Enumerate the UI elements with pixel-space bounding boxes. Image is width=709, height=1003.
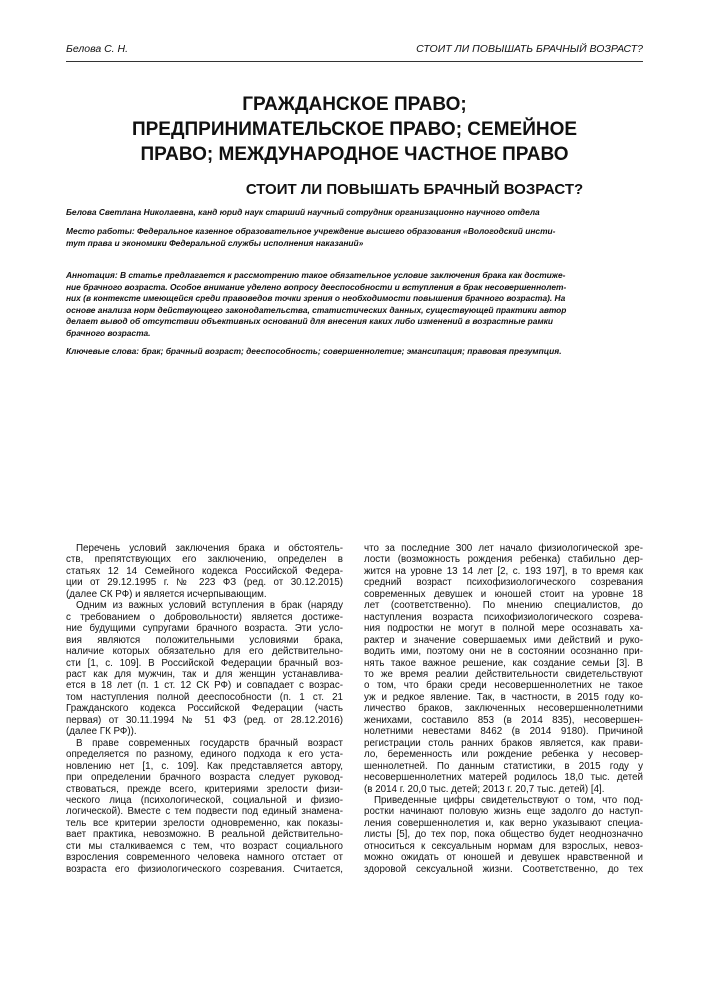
text-line: нять такое важное решение, как создание семьи [3]. В xyxy=(364,657,643,669)
text-line: нолетними невестами 8462 (в 2014 9180). Причиной xyxy=(364,726,643,738)
text-line: средний возраст психофизиологического созревания xyxy=(364,577,643,589)
text-line: наличие которых обязательно для его действительно- xyxy=(66,646,343,658)
text-line: ется в 18 лет (п. 1 ст. 12 СК РФ) и совпадает с возрас- xyxy=(66,680,343,692)
text-line: ления совершеннолетия и, как верно указывают специа- xyxy=(364,817,643,829)
running-header xyxy=(66,43,643,59)
text-line: несовершеннолетних матерей родилось 18,0 тыс. детей xyxy=(364,772,643,784)
workplace-line: Место работы: Федеральное казенное образовательное учреждение высшего образования «Вологодский инсти- xyxy=(66,226,556,236)
text-line: ло, беременность или рождение ребенка у несовер- xyxy=(364,749,643,761)
workplace-line: тут права и экономики Федеральной службы исполнения наказаний» xyxy=(66,237,364,248)
text-line: уж и редкое явление. Так, в частности, в 2015 году ко- xyxy=(364,691,643,703)
text-line: раст как для мужчин, так и для женщин устанавлива- xyxy=(66,668,343,680)
keywords: Ключевые слова: брак; брачный возраст; дееспособность; совершеннолетие; эмансипация; правовая презумпция. xyxy=(66,346,562,356)
text-line: (далее СК РФ) и является исчерпывающим. xyxy=(66,588,267,600)
section-title-line: ПРЕДПРИНИМАТЕЛЬСКОЕ ПРАВО; СЕМЕЙНОЕ xyxy=(131,119,578,140)
text-line: Приведенные цифры свидетельствуют о том, что под- xyxy=(374,794,643,806)
text-line: ческого лица (психологической, социальной и физио- xyxy=(66,794,343,806)
text-line: то же время реалии действительности свидетельствуют xyxy=(364,668,643,680)
text-line: В праве современных государств брачный возраст xyxy=(76,737,343,749)
header-running-title: СТОИТ ЛИ ПОВЫШАТЬ БРАЧНЫЙ ВОЗРАСТ? xyxy=(416,43,643,55)
text-line: жится на уровне 13 14 лет [2, с. 193 197], в то время как xyxy=(364,565,643,577)
text-line: вает практика, невозможно. В реальной действительно- xyxy=(66,829,343,841)
abstract xyxy=(66,270,643,339)
text-line: ствоваться, прежде всего, критериями зрелости физи- xyxy=(66,783,343,795)
header-rule xyxy=(66,61,643,62)
text-line: логической). Вместе с тем подвести под единый знамена- xyxy=(66,806,343,818)
text-line: Одним из важных условий вступления в брак (наряду xyxy=(76,600,343,612)
text-line: листы [5], до тех пор, пока общество будет неоднозначно xyxy=(364,829,643,841)
text-line: возраста его физиологического созревания. Считается, xyxy=(66,863,343,875)
text-line: регистрации столь ранних браков является, как прави- xyxy=(364,737,643,749)
abstract-line: брачного возраста. xyxy=(66,327,151,338)
text-line: Гражданского кодекса Российской Федерации (часть xyxy=(66,703,343,715)
abstract-line: Аннотация: В статье предлагается к рассмотрению такое обязательное условие заключения брака как достиже- xyxy=(66,270,566,280)
text-line: современных девушек и юношей стоит на уровне 18 xyxy=(364,588,643,600)
text-line: ции от 29.12.1995 г. № 223 ФЗ (ред. от 30.12.2015) xyxy=(66,577,343,589)
text-line: что за последние 300 лет начало физиологической зре- xyxy=(364,543,643,554)
text-line: ния подростки не могут в полной мере осознавать ха- xyxy=(364,623,643,635)
text-line: (далее ГК РФ)). xyxy=(66,726,137,738)
text-line: ние будущими супругами брачного возраста. Эти усло- xyxy=(66,623,343,635)
abstract-line: них (в контексте имеющейся среди правоведов точки зрения о необходимости повышения брачного возраста). На xyxy=(66,293,566,303)
text-line: вия являются положительными условиями брака, xyxy=(66,634,343,646)
text-line: новлению нет [1, с. 109]. Как представляется автору, xyxy=(66,760,343,772)
text-line: том наступления полной дееспособности (п. 1 ст. 21 xyxy=(66,691,343,703)
text-line: водить ими, поэтому они не в состоянии осознанно при- xyxy=(364,646,643,658)
text-line: с требованием о добровольности) является достиже- xyxy=(66,611,343,623)
text-line: рактер и значение совершаемых ими действий и руко- xyxy=(364,634,643,646)
body-column-left xyxy=(66,543,343,875)
abstract-line: основе анализа норм действующего законодательства, статистических данных, существующей практики автор xyxy=(66,304,567,315)
text-line: женихами, составило 853 (в 2014 835), несовершен- xyxy=(364,714,643,726)
author-info: Белова Светлана Николаевна, канд юрид наук старший научный сотрудник организационно научного отдела xyxy=(66,207,540,217)
text-line: личество браков, заключенных несовершеннолетними xyxy=(364,703,643,715)
abstract-line: делает вывод об отсутствии объективных оснований для внесения каких либо изменений в возрастные рамки xyxy=(66,316,554,326)
text-line: можно ожидать от юношей и девушек нравственной и xyxy=(364,852,643,864)
text-line: лет (соответственно). По мнению специалистов, до xyxy=(364,600,643,612)
text-line: шеннолетней. По данным статистики, в 2015 году у xyxy=(364,760,643,772)
text-line: наступления возраста психофизиологического созрева- xyxy=(364,611,643,623)
text-line: о том, что браки среди несовершеннолетних не такое xyxy=(364,680,643,692)
header-author: Белова С. Н. xyxy=(66,43,129,55)
workplace xyxy=(66,226,643,249)
text-line: сти мы сталкиваемся с тем, что возраст социального xyxy=(66,840,343,852)
article-title: СТОИТ ЛИ ПОВЫШАТЬ БРАЧНЫЙ ВОЗРАСТ? xyxy=(245,181,584,198)
text-line: (в 2014 г. 20,0 тыс. детей; 2013 г. 20,7 тыс. детей) [4]. xyxy=(364,783,605,795)
body-column-right xyxy=(364,543,643,875)
text-line: взросления современного человека намного отстает от xyxy=(66,852,343,864)
text-line: при определении брачного возраста следует руковод- xyxy=(66,772,343,784)
text-line: ств, препятствующих его заключению, определен в xyxy=(66,554,343,566)
text-line: Перечень условий заключения брака и обстоятель- xyxy=(76,543,343,554)
text-line: первая) от 30.11.1994 № 51 ФЗ (ред. от 28.12.2016) xyxy=(66,714,343,726)
text-line: здоровой сексуальной жизни. Соответственно, до тех xyxy=(364,863,643,875)
section-title xyxy=(66,92,643,167)
text-line: тель все критерии зрелости одновременно, как показы- xyxy=(66,817,343,829)
text-line: сти [1, с. 109]. В Российской Федерации брачный воз- xyxy=(66,657,343,669)
text-line: лости (возможность рождения ребенка) стабильно дер- xyxy=(364,554,643,566)
text-line: определяется по разному, единого подхода к его уста- xyxy=(66,749,343,761)
abstract-line: ние брачного возраста. Особое внимание уделено вопросу дееспособности и вступления в брак несовершеннолет- xyxy=(66,281,567,292)
text-line: ростки начинают половую жизнь еще задолго до наступ- xyxy=(364,806,643,818)
section-title-line: ПРАВО; МЕЖДУНАРОДНОЕ ЧАСТНОЕ ПРАВО xyxy=(140,144,569,165)
text-line: относиться к сексуальным нормам для взрослых, невоз- xyxy=(364,840,643,852)
text-line: статьях 12 14 Семейного кодекса Российской Федера- xyxy=(66,565,343,577)
section-title-line: ГРАЖДАНСКОЕ ПРАВО; xyxy=(242,94,467,115)
